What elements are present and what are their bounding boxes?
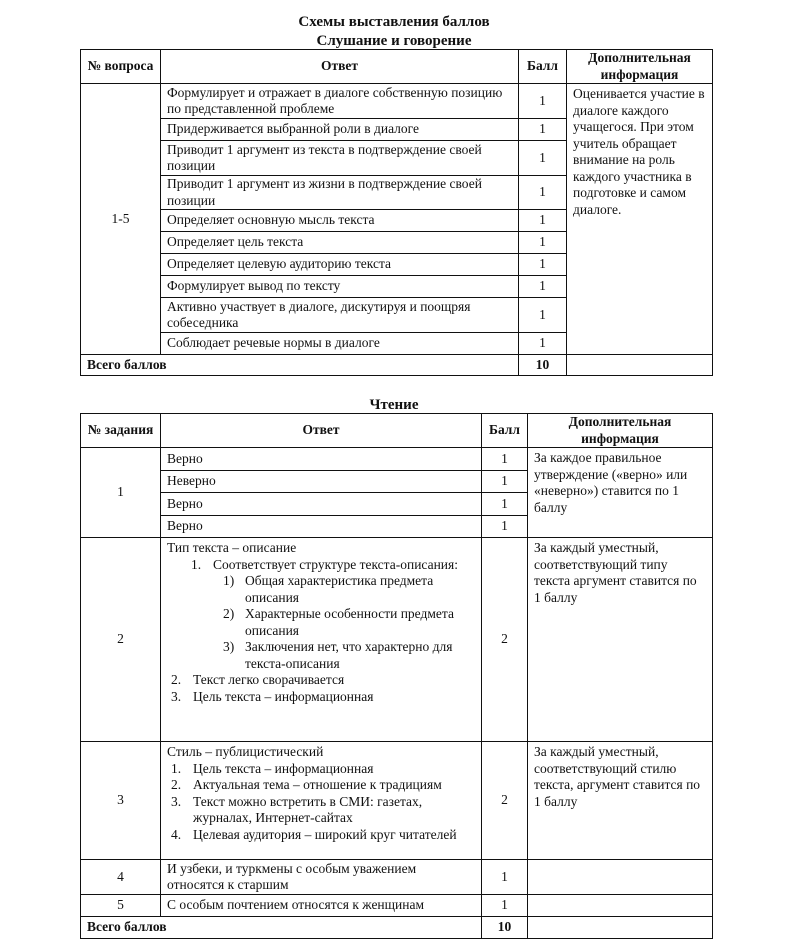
score-cell: 1 — [482, 471, 528, 493]
list-number: 1. — [171, 760, 182, 776]
total-row — [81, 917, 713, 939]
score-cell: 1 — [482, 493, 528, 516]
list-number: 3) — [223, 639, 235, 654]
list-item — [167, 761, 475, 778]
list-number: 2) — [223, 606, 235, 621]
list-text: Цель текста – информационная — [193, 688, 374, 704]
table-row — [81, 84, 713, 119]
info-cell: За каждое правильное утверждение («верно» или «неверно») ставится по 1 баллу — [528, 448, 713, 538]
table-header-row — [81, 414, 713, 448]
section-title-listening: Слушание и говорение — [316, 33, 472, 49]
total-score: 10 — [482, 917, 528, 939]
answer-cell: Приводит 1 аргумент из жизни в подтверждение своей позиции — [161, 176, 519, 210]
list-number: 1) — [223, 573, 235, 588]
score-cell: 1 — [482, 860, 528, 895]
list-number: 3. — [171, 688, 182, 704]
score-cell: 1 — [519, 141, 567, 176]
reading-scoring-table — [80, 413, 713, 939]
header-answer: Ответ — [161, 50, 519, 84]
table-row — [81, 860, 713, 895]
score-cell: 1 — [519, 276, 567, 298]
list-item — [167, 777, 475, 794]
answer-cell: Верно — [161, 516, 482, 538]
answer-cell: Неверно — [161, 471, 482, 493]
document-title: Схемы выставления баллов — [298, 14, 490, 30]
score-cell: 1 — [482, 895, 528, 917]
info-cell — [528, 895, 713, 917]
header-info: Дополнительная информация — [567, 50, 713, 84]
task-number: 2 — [81, 538, 161, 742]
answer-cell: Определяет основную мысль текста — [161, 210, 519, 232]
task-number: 5 — [81, 895, 161, 917]
score-cell: 1 — [519, 333, 567, 355]
table-row — [81, 538, 713, 742]
list-text: Актуальная тема – отношение к традициям — [193, 777, 442, 792]
total-score: 10 — [519, 355, 567, 376]
header-question-number: № вопроса — [81, 50, 161, 84]
total-label: Всего баллов — [81, 917, 482, 939]
list-item — [167, 639, 475, 672]
answer-cell: Определяет цель текста — [161, 232, 519, 254]
header-answer: Ответ — [161, 414, 482, 448]
info-cell: За каждый уместный, соответствующий стилю текста, аргумент ставится по 1 баллу — [528, 742, 713, 860]
answer-cell: Верно — [161, 448, 482, 471]
info-cell: За каждый уместный, соответствующий типу текста аргумент ставится по 1 баллу — [528, 538, 713, 742]
answer-cell: Формулирует и отражает в диалоге собственную позицию по представленной проблеме — [161, 84, 519, 119]
total-info-cell — [528, 917, 713, 939]
task-number: 1 — [81, 448, 161, 538]
question-range: 1-5 — [81, 84, 161, 355]
list-item — [167, 794, 475, 827]
score-cell: 2 — [482, 742, 528, 860]
list-item — [167, 689, 475, 706]
list-text: Общая характеристика предмета описания — [245, 573, 434, 605]
table-row — [81, 448, 713, 471]
total-label: Всего баллов — [81, 355, 519, 376]
answer-cell: Придерживается выбранной роли в диалоге — [161, 119, 519, 141]
header-score: Балл — [519, 50, 567, 84]
list-number: 2. — [171, 777, 182, 792]
table-header-row — [81, 50, 713, 84]
list-number: 3. — [171, 793, 182, 809]
list-text: Целевая аудитория – широкий круг читателей — [193, 826, 457, 842]
list-text: Текст легко сворачивается — [193, 672, 345, 687]
list-item — [167, 606, 475, 639]
score-cell: 1 — [519, 254, 567, 276]
table-row — [81, 742, 713, 860]
answer-cell — [161, 538, 482, 742]
list-item — [167, 672, 475, 689]
info-cell: Оценивается участие в диалоге каждого учащегося. При этом учитель обращает внимание на роль каждого участника в подготовке и самом диалоге. — [567, 84, 713, 355]
total-row — [81, 355, 713, 376]
score-cell: 1 — [519, 210, 567, 232]
task-number: 4 — [81, 860, 161, 895]
answer-cell: И узбеки, и туркмены с особым уважением относятся к старшим — [161, 860, 482, 895]
section-title-reading: Чтение — [369, 397, 419, 413]
info-cell — [528, 860, 713, 895]
list-item — [167, 557, 475, 574]
task-number: 3 — [81, 742, 161, 860]
score-cell: 1 — [519, 119, 567, 141]
answer-cell: С особым почтением относятся к женщинам — [161, 895, 482, 917]
answer-cell: Определяет целевую аудиторию текста — [161, 254, 519, 276]
score-cell: 1 — [519, 232, 567, 254]
answer-heading: Тип текста – описание — [167, 540, 297, 555]
score-cell: 1 — [519, 84, 567, 119]
total-info-cell — [567, 355, 713, 376]
answer-cell: Соблюдает речевые нормы в диалоге — [161, 333, 519, 355]
list-text: Цель текста – информационная — [193, 760, 374, 776]
list-item — [167, 827, 475, 844]
score-cell: 1 — [519, 176, 567, 210]
list-number: 2. — [171, 672, 182, 687]
table-row — [81, 895, 713, 917]
header-task-number: № задания — [81, 414, 161, 448]
list-number: 1. — [191, 556, 202, 572]
answer-cell: Формулирует вывод по тексту — [161, 276, 519, 298]
header-score: Балл — [482, 414, 528, 448]
list-text: Соответствует структуре текста-описания: — [213, 556, 458, 572]
score-cell: 1 — [482, 448, 528, 471]
answer-cell: Приводит 1 аргумент из текста в подтверждение своей позиции — [161, 141, 519, 176]
score-cell: 2 — [482, 538, 528, 742]
score-cell: 1 — [482, 516, 528, 538]
list-text: Характерные особенности предмета описания — [245, 606, 454, 638]
list-text: Текст можно встретить в СМИ: газетах, журналах, Интернет-сайтах — [193, 793, 423, 825]
listening-scoring-table — [80, 49, 713, 376]
list-item — [167, 573, 475, 606]
answer-cell — [161, 742, 482, 860]
list-number: 4. — [171, 826, 182, 842]
score-cell: 1 — [519, 298, 567, 333]
answer-heading: Стиль – публицистический — [167, 744, 324, 759]
answer-cell: Активно участвует в диалоге, дискутируя и поощряя собеседника — [161, 298, 519, 333]
answer-cell: Верно — [161, 493, 482, 516]
header-info: Дополнительная информация — [528, 414, 713, 448]
list-text: Заключения нет, что характерно для текста-описания — [245, 639, 453, 671]
